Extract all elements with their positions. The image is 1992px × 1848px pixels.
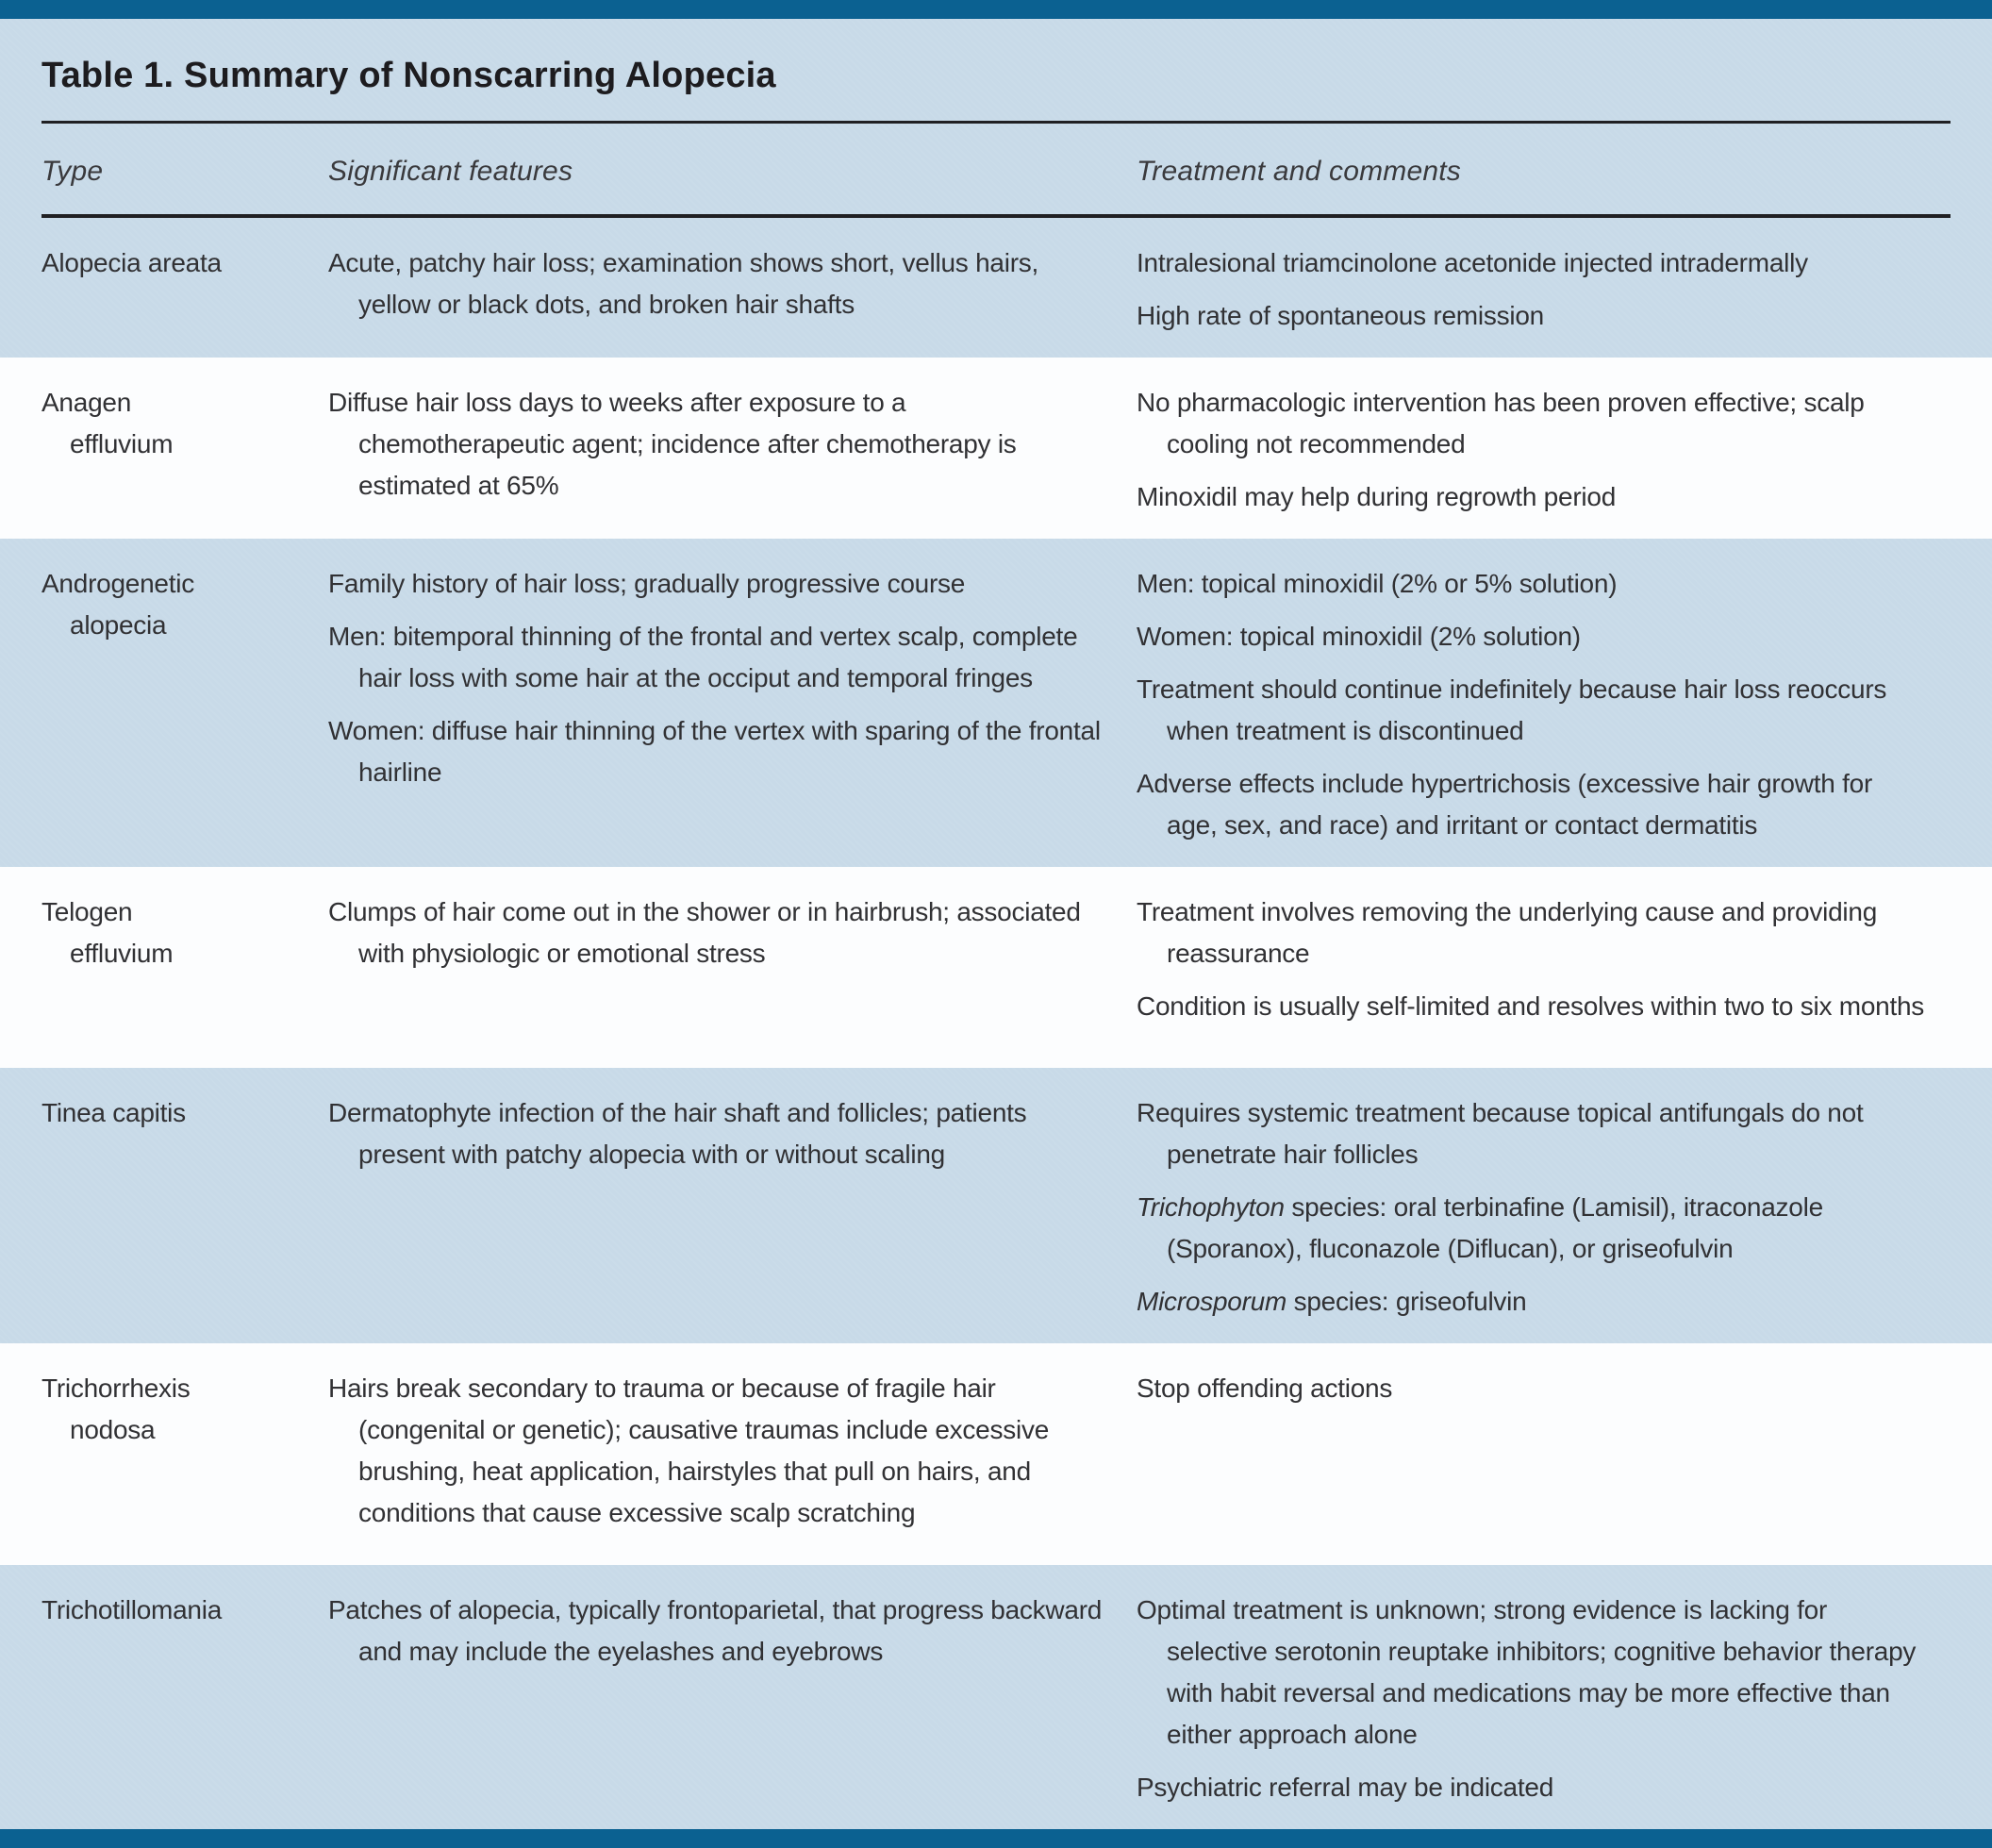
cell-type [42,1092,328,1323]
table-cell-paragraph: Adverse effects include hypertrichosis (excessive hair growth for age, sex, and race) and irritant or contact dermatitis [1137,769,1873,840]
cell-treatment-comments [1137,563,1950,846]
table-row [0,218,1992,358]
table-cell-paragraph: Clumps of hair come out in the shower or in hairbrush; associated with physiologic or emotional stress [328,897,1081,968]
table-cell-paragraph: Stop offending actions [1137,1374,1393,1403]
table-body [0,218,1992,1829]
column-header-treatment: Treatment and comments [1137,156,1461,187]
table-cell-paragraph: Hairs break secondary to trauma or because of fragile hair (congenital or genetic); causative traumas include excessive brushing, heat application, hairstyles that pull on hairs, and conditions that cause excessive scalp scratching [328,1374,1050,1527]
table-cell-paragraph: High rate of spontaneous remission [1137,301,1544,330]
text-segment: species: griseofulvin [1286,1287,1527,1316]
table-cell-paragraph: No pharmacologic intervention has been proven effective; scalp cooling not recommended [1137,388,1865,458]
table-cell-paragraph: Psychiatric referral may be indicated [1137,1773,1554,1802]
table-cell-paragraph [1137,1187,1928,1270]
table-cell-paragraph: Optimal treatment is unknown; strong evidence is lacking for selective serotonin reuptake inhibitors; cognitive behavior therapy with habit reversal and medications may be more effective than either approach alone [1137,1595,1917,1749]
table-cell-paragraph: Diffuse hair loss days to weeks after exposure to a chemotherapeutic agent; incidence after chemotherapy is estimated at 65% [328,388,1017,500]
cell-treatment-comments [1137,1092,1950,1323]
cell-type [42,1368,328,1544]
table-cell-paragraph: Men: bitemporal thinning of the frontal and vertex scalp, complete hair loss with some hair at the occiput and temporal fringes [328,622,1078,692]
table-row [0,358,1992,539]
cell-significant-features [328,891,1137,1047]
table-cell-paragraph: Family history of hair loss; gradually progressive course [328,569,966,598]
column-header-type: Type [42,156,104,187]
cell-type [42,891,328,1047]
text-segment: species: oral terbinafine (Lamisil), itraconazole (Sporanox), fluconazole (Diflucan), or griseofulvin [1167,1192,1823,1263]
table-cell-paragraph [1137,1281,1928,1323]
column-header-row [42,124,1950,188]
table-cell-paragraph: Requires systemic treatment because topical antifungals do not penetrate hair follicles [1137,1098,1864,1169]
cell-type [42,242,328,337]
table-cell-paragraph: Women: topical minoxidil (2% solution) [1137,622,1581,651]
type-line: Trichotillomania [42,1595,223,1624]
cell-type [42,563,328,846]
table-title: Table 1. Summary of Nonscarring Alopecia [42,56,776,95]
table-cell-paragraph: Acute, patchy hair loss; examination shows short, vellus hairs, yellow or black dots, and broken hair shafts [328,248,1039,319]
table-cell-paragraph: Patches of alopecia, typically frontoparietal, that progress backward and may include the eyelashes and eyebrows [328,1595,1103,1666]
type-line: Telogen [42,897,133,926]
table-cell-paragraph: Treatment should continue indefinitely because hair loss reoccurs when treatment is discontinued [1137,674,1887,745]
table-cell-paragraph: Minoxidil may help during regrowth period [1137,482,1617,511]
cell-treatment-comments [1137,242,1950,337]
table-header [0,19,1992,218]
type-line: effluvium [70,429,174,458]
type-line: Trichorrhexis [42,1374,191,1403]
type-line: Alopecia areata [42,248,222,277]
cell-significant-features [328,1590,1137,1808]
column-header-features: Significant features [328,156,573,187]
table-row [0,867,1992,1068]
type-line: effluvium [70,939,174,968]
table-cell-paragraph: Condition is usually self-limited and resolves within two to six months [1137,991,1925,1021]
table-cell-paragraph: Intralesional triamcinolone acetonide injected intradermally [1137,248,1808,277]
cell-treatment-comments [1137,1368,1950,1544]
cell-type [42,382,328,518]
type-line: Androgenetic [42,569,195,598]
table-row [0,1068,1992,1343]
cell-significant-features [328,1368,1137,1544]
type-line: Anagen [42,388,132,417]
cell-treatment-comments [1137,382,1950,518]
italic-text-segment: Microsporum [1137,1287,1287,1316]
bottom-accent-bar [0,1829,1992,1848]
cell-treatment-comments [1137,1590,1950,1808]
table-cell-paragraph: Women: diffuse hair thinning of the vertex with sparing of the frontal hairline [328,716,1101,787]
table-cell-paragraph: Men: topical minoxidil (2% or 5% solution) [1137,569,1618,598]
italic-text-segment: Trichophyton [1137,1192,1285,1222]
table-row [0,1565,1992,1829]
table-cell-paragraph: Treatment involves removing the underlying cause and providing reassurance [1137,897,1878,968]
cell-treatment-comments [1137,891,1950,1047]
type-line: Tinea capitis [42,1098,186,1127]
table-row [0,1343,1992,1565]
type-line: nodosa [70,1415,156,1444]
cell-significant-features [328,242,1137,337]
table-cell-paragraph: Dermatophyte infection of the hair shaft and follicles; patients present with patchy alopecia with or without scaling [328,1098,1027,1169]
cell-significant-features [328,382,1137,518]
cell-type [42,1590,328,1808]
cell-significant-features [328,1092,1137,1323]
cell-significant-features [328,563,1137,846]
type-line: alopecia [70,610,167,640]
table-row [0,539,1992,867]
top-accent-bar [0,0,1992,19]
